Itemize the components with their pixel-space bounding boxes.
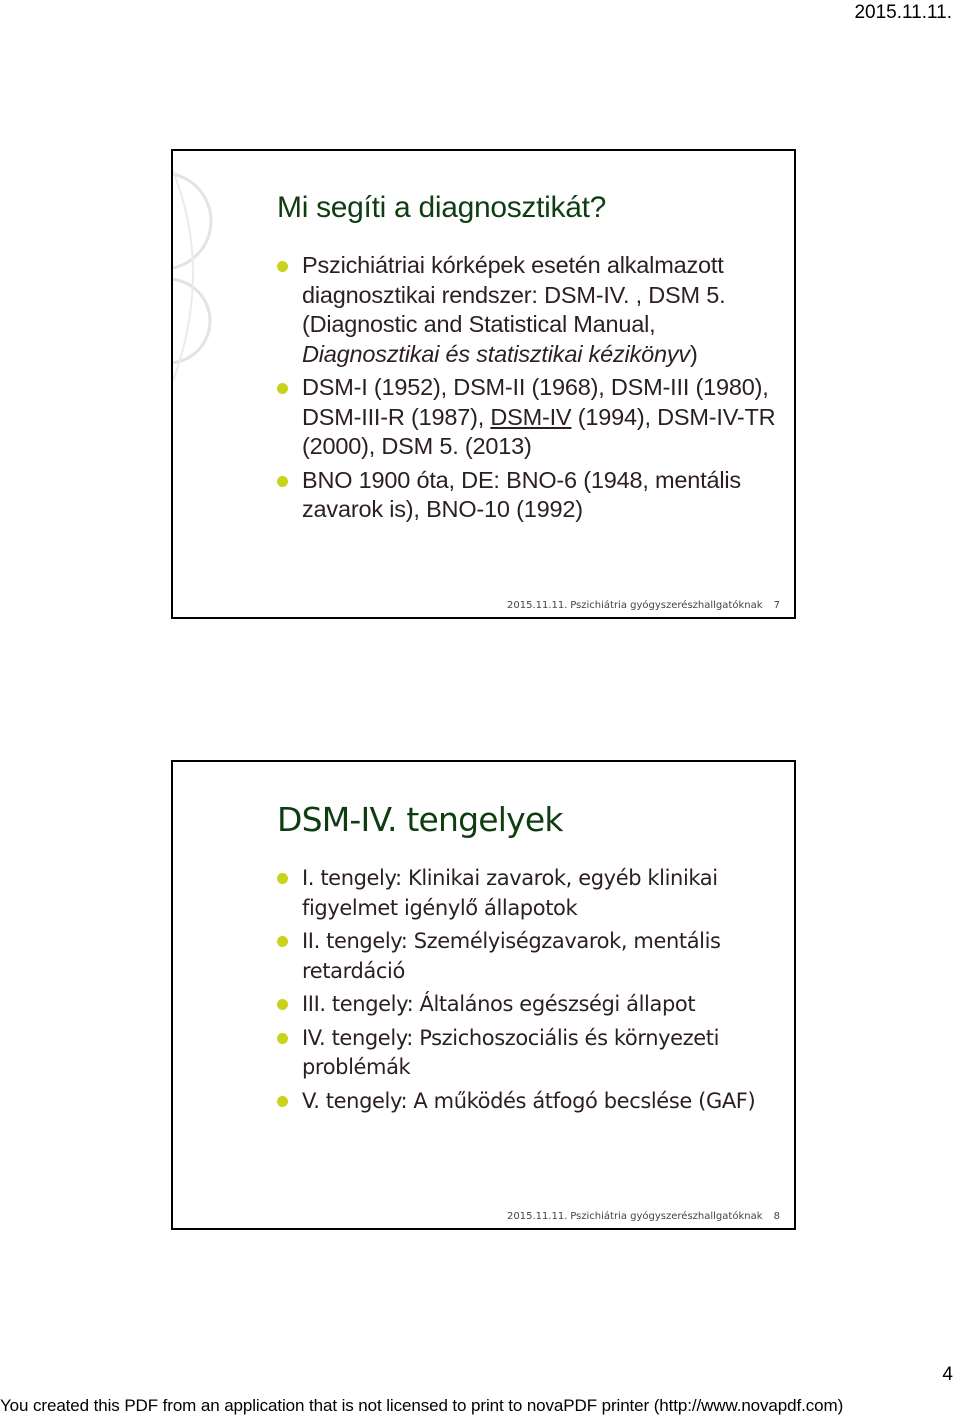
bullet-dot-icon [277, 999, 288, 1010]
footer-slide-number: 7 [773, 600, 780, 611]
bullet-text-end: ) [689, 340, 698, 367]
bullet-dot-icon [277, 383, 288, 394]
bullet-dot-icon [277, 873, 288, 884]
bullet-text: III. tengely: Általános egészségi állapot [302, 992, 696, 1016]
page-number: 4 [942, 1364, 953, 1385]
footer-date: 2015.11.11. [507, 1211, 568, 1222]
bullet-item [277, 990, 777, 1020]
license-notice [0, 1396, 960, 1416]
novapdf-link[interactable]: http://www.novapdf.com [659, 1396, 838, 1415]
bullet-dot-icon [277, 261, 288, 272]
license-notice-end: ) [837, 1396, 844, 1415]
footer-course: Pszichiátria gyógyszerészhallgatóknak [570, 1211, 763, 1222]
bullet-text-end: (1994), DSM-IV-TR (2000), DSM 5. (2013) [302, 403, 776, 459]
bullet-item [277, 1087, 777, 1117]
bullet-text: IV. tengely: Pszichoszociális és környezeti problémák [302, 1025, 720, 1079]
bullet-underlined-text: DSM-IV [490, 403, 572, 430]
slide-decoration [173, 151, 233, 411]
footer-course: Pszichiátria gyógyszerészhallgatóknak [570, 600, 763, 611]
bullet-item [277, 466, 777, 525]
bullet-dot-icon [277, 1096, 288, 1107]
bullet-list [277, 864, 777, 1120]
slide-footer [507, 600, 780, 611]
slide-7 [171, 149, 796, 619]
slide-footer [507, 1211, 780, 1222]
bullet-item [277, 251, 777, 369]
slide-title: DSM-IV. tengelyek [277, 800, 563, 839]
bullet-text: DSM-I (1952), DSM-II (1968), DSM-III (1980), DSM-III-R (1987), [302, 374, 769, 430]
bullet-dot-icon [277, 476, 288, 487]
footer-date: 2015.11.11. [507, 600, 568, 611]
bullet-item [277, 864, 777, 923]
bullet-item [277, 373, 777, 462]
bullet-dot-icon [277, 936, 288, 947]
bullet-text: V. tengely: A működés átfogó becslése (GAF) [302, 1088, 756, 1113]
bullet-italic-text: Diagnosztikai és statisztikai kézikönyv [302, 340, 690, 367]
bullet-list [277, 251, 777, 529]
slide-8 [171, 760, 796, 1230]
bullet-text: BNO 1900 óta, DE: BNO-6 (1948, mentális zavarok is), BNO-10 (1992) [302, 466, 741, 522]
bullet-text: I. tengely: Klinikai zavarok, egyéb klinikai figyelmet igénylő állapotok [302, 866, 718, 920]
bullet-item [277, 927, 777, 986]
license-notice-text: You created this PDF from an application that is not licensed to print to novaPDF printer ( [0, 1396, 660, 1415]
bullet-dot-icon [277, 1033, 288, 1044]
bullet-item [277, 1024, 777, 1083]
slide-title: Mi segíti a diagnosztikát? [277, 191, 607, 224]
page-header-date: 2015.11.11. [854, 2, 952, 23]
bullet-text: Pszichiátriai kórképek esetén alkalmazott diagnosztikai rendszer: DSM-IV. , DSM 5. (Diagnostic and Statistical Manual, [302, 252, 726, 337]
footer-slide-number: 8 [773, 1211, 780, 1222]
bullet-text: II. tengely: Személyiségzavarok, mentális retardáció [302, 929, 721, 983]
